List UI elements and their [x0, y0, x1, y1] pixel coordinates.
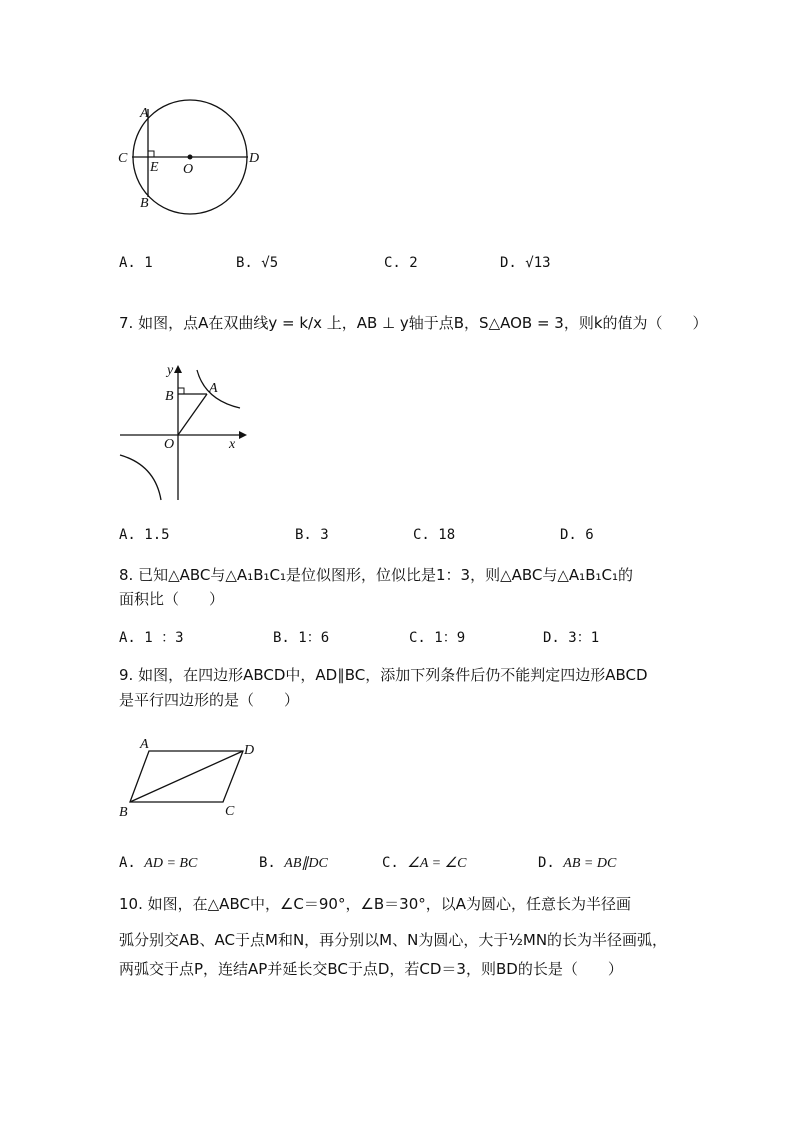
q8-line2: 面积比（ ） — [119, 590, 225, 608]
label-b: B — [119, 805, 128, 820]
label-c: C — [118, 151, 128, 166]
label-a: A — [140, 737, 149, 752]
q7-option-b: B. 3 — [295, 527, 329, 543]
q8-option-d: D. 3：1 — [543, 630, 600, 646]
q8-line1: 8. 已知△ABC与△A₁B₁C₁是位似图形，位似比是1：3，则△ABC与△A₁B₁C₁的 — [119, 566, 633, 584]
label-d: D — [244, 743, 255, 758]
q8-option-b: B. 1：6 — [273, 630, 330, 646]
q9-option-d: D. AB = DC — [538, 855, 617, 871]
q6-option-b: B. √5 — [236, 255, 279, 271]
q10-line2: 弧分别交AB、AC于点M和N，再分别以M、N为圆心，大于½MN的长为半径画弧， — [119, 931, 668, 949]
hyperbola-figure — [115, 360, 265, 505]
y-arrow — [174, 365, 182, 373]
q6-option-c: C. 2 — [384, 255, 418, 271]
q9-option-b: B. AB∥DC — [259, 855, 328, 871]
right-angle-mark — [148, 151, 154, 157]
parallelogram-figure — [115, 735, 275, 825]
q7-option-c: C. 18 — [413, 527, 456, 543]
q10-line3: 两弧交于点P，连结AP并延长交BC于点D，若CD＝3，则BD的长是（ ） — [119, 960, 623, 978]
label-a: A — [209, 381, 218, 396]
q9-line2: 是平行四边形的是（ ） — [119, 691, 300, 709]
hyperbola-branch-2 — [120, 455, 161, 500]
q6-option-d: D. √13 — [500, 255, 551, 271]
label-e: E — [150, 160, 159, 175]
label-o: O — [183, 162, 194, 177]
q9-option-c: C. ∠A = ∠C — [382, 855, 467, 871]
q9-line1: 9. 如图，在四边形ABCD中，AD∥BC，添加下列条件后仍不能判定四边形ABCD — [119, 666, 648, 684]
q8-option-c: C. 1：9 — [409, 630, 466, 646]
q7-option-a: A. 1.5 — [119, 527, 170, 543]
q6-option-a: A. 1 — [119, 255, 153, 271]
segment-oa — [178, 394, 207, 435]
hyperbola-branch-1 — [197, 370, 240, 408]
q7-option-d: D. 6 — [560, 527, 594, 543]
q7-text: 7. 如图，点A在双曲线y = k/x 上，AB ⊥ y轴于点B，S△AOB = 3，则k的值为（ ） — [119, 314, 708, 332]
center-point — [188, 155, 193, 160]
label-b: B — [165, 389, 174, 404]
x-arrow — [239, 431, 247, 439]
label-d: D — [249, 151, 260, 166]
label-x: x — [229, 437, 236, 452]
label-b: B — [140, 196, 149, 211]
circle-figure — [110, 95, 280, 225]
q9-option-a: A. AD = BC — [119, 855, 198, 871]
right-angle-mark — [178, 388, 184, 394]
q10-line1: 10. 如图，在△ABC中，∠C＝90°，∠B＝30°，以A为圆心，任意长为半径画 — [119, 895, 632, 913]
label-c: C — [225, 804, 235, 819]
label-y: y — [167, 363, 174, 378]
label-o: O — [164, 437, 175, 452]
q8-option-a: A. 1 ：3 — [119, 630, 184, 646]
label-a: A — [140, 106, 149, 121]
